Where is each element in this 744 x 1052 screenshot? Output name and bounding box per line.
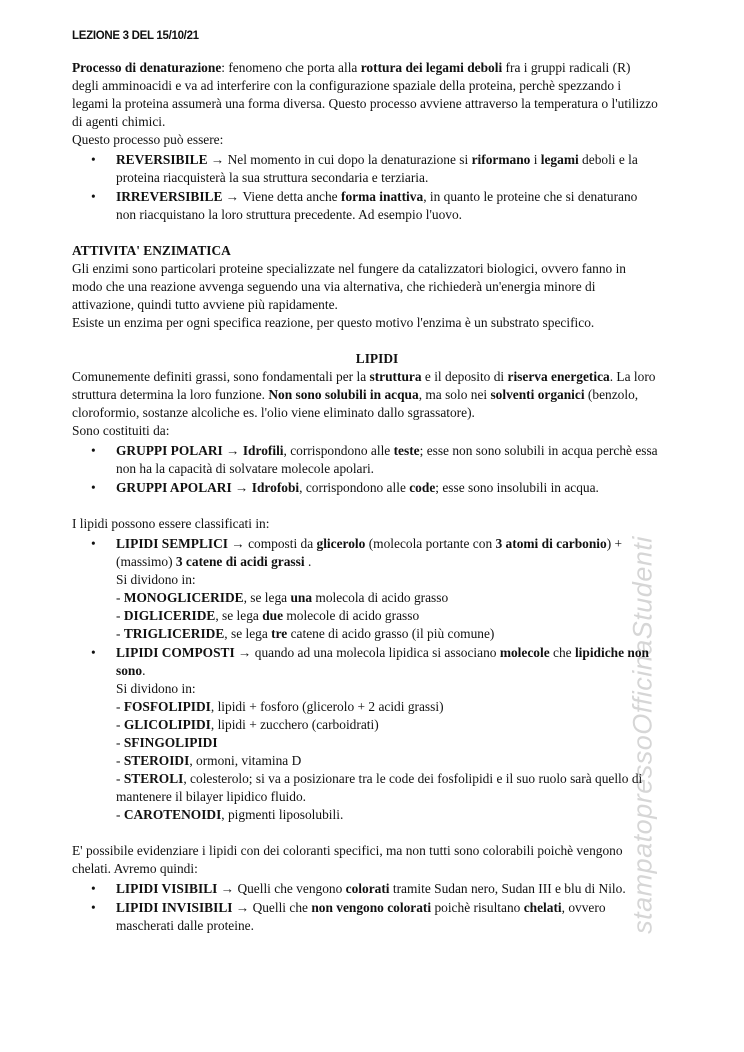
text: - (116, 717, 124, 732)
text-line (72, 752, 682, 770)
text: . La loro (609, 369, 656, 384)
text: legami la proteina assumerà una forma diversa. Questo processo avviene attraverso la temperatura o l'utilizzo (72, 96, 658, 111)
bullet-icon: • (91, 645, 96, 660)
text-line (72, 460, 682, 478)
text-line (72, 77, 682, 95)
text: di agenti chimici. (72, 114, 166, 129)
spacer (72, 224, 682, 242)
text-line (72, 296, 682, 314)
bullet-item (72, 442, 682, 460)
lesson-heading (72, 27, 682, 47)
text: , corrispondono alle (283, 442, 394, 458)
text-line (72, 169, 682, 187)
text: Questo processo può essere: (72, 132, 224, 147)
bullet-icon: • (91, 880, 96, 896)
text: - (116, 753, 124, 768)
text: Nel momento in cui dopo la denaturazione si (227, 151, 472, 167)
text: , ma solo nei (418, 387, 491, 402)
text-line (72, 698, 682, 716)
bold-text: FOSFOLIPIDI (123, 699, 211, 714)
bold-text: Processo di denaturazione (72, 60, 222, 75)
text: struttura determina la loro funzione. (72, 387, 269, 402)
text: - (116, 699, 124, 714)
text: cloroformio, sostanze alcoliche es. l'olio viene eliminato dallo sgrassatore). (72, 405, 475, 420)
spacer (72, 824, 682, 842)
text: , corrispondono alle (299, 480, 410, 495)
text-line (72, 553, 682, 571)
text-line (72, 734, 682, 752)
bold-text: solventi organici (490, 387, 585, 402)
spacer (72, 497, 682, 515)
text: fra i gruppi radicali (R) (502, 60, 631, 75)
text: - (116, 771, 124, 786)
text: Quelli che vengono (237, 880, 346, 896)
text: e il deposito di (421, 369, 508, 384)
text: , se lega (243, 589, 291, 605)
text-line (72, 607, 682, 625)
text-line (72, 842, 682, 860)
bold-text: Non sono solubili in acqua (268, 387, 419, 402)
text-line (72, 788, 682, 806)
bold-text: LIPIDI SEMPLICI → (116, 535, 249, 551)
bold-text: GRUPPI POLARI → Idrofili (116, 442, 284, 458)
text-line (72, 770, 682, 788)
text: ) + (606, 535, 623, 551)
bold-text: riserva energetica (507, 369, 610, 384)
text: . (304, 553, 312, 569)
text-line (72, 131, 682, 149)
bullet-icon: • (91, 151, 96, 167)
text: , lipidi + fosforo (glicerolo + 2 acidi grassi) (210, 699, 444, 714)
text: Esiste un enzima per ogni specifica reazione, per questo motivo l'enzima è un substrato specifico. (72, 315, 595, 330)
bold-text: glicerolo (316, 535, 366, 551)
text: , se lega (224, 625, 272, 641)
bold-text: colorati (345, 880, 390, 896)
bullet-item (72, 188, 682, 206)
text: quando ad una molecola lipidica si associano (254, 645, 500, 660)
bullet-icon: • (91, 442, 96, 458)
bold-text: tre (271, 625, 288, 641)
text: modo che una reazione avvenga seguendo una via alternativa, che richiederà un'energia minore di (72, 279, 596, 294)
text: (molecola portante con (365, 535, 496, 551)
text: I lipidi possono essere classificati in: (72, 516, 270, 531)
text: composti da (248, 535, 317, 551)
text: (benzolo, (584, 387, 639, 402)
bullet-item (72, 535, 682, 553)
text: ; esse sono insolubili in acqua. (435, 480, 599, 495)
text-line (72, 422, 682, 440)
text-line (72, 917, 682, 935)
bold-text: una (290, 589, 313, 605)
text-line (72, 113, 682, 131)
bold-text: ATTIVITA' ENZIMATICA (72, 243, 231, 258)
document-page (72, 27, 682, 935)
text: , lipidi + zucchero (carboidrati) (210, 717, 379, 732)
text-line (72, 386, 682, 404)
text: deboli e la (578, 151, 638, 167)
bullet-item (72, 644, 682, 662)
text-line (72, 515, 682, 533)
text-line (72, 680, 682, 698)
bullet-icon: • (91, 189, 96, 204)
bold-text: LIPIDI COMPOSTI → (116, 645, 255, 660)
text: , ormoni, vitamina D (189, 753, 302, 768)
bold-text: STEROLI (123, 771, 184, 786)
text: - (116, 807, 124, 822)
text: chelati. Avremo quindi: (72, 861, 198, 876)
bold-text: teste (393, 442, 420, 458)
text: Comunemente definiti grassi, sono fondamentali per la (72, 369, 370, 384)
text: E' possibile evidenziare i lipidi con dei coloranti specifici, ma non tutti sono colorabili poichè vengono (72, 843, 623, 858)
spacer (72, 332, 682, 350)
text: , pigmenti liposolubili. (221, 807, 344, 822)
bullet-icon: • (91, 480, 96, 495)
bold-text: LEZIONE 3 DEL 15/10/21 (72, 30, 199, 42)
text: Gli enzimi sono particolari proteine specializzate nel fungere da catalizzatori biologici, ovvero fanno in (72, 261, 626, 276)
text-line (72, 625, 682, 643)
bold-text: LIPIDI INVISIBILI → (116, 900, 253, 915)
bold-text: riformano (471, 151, 531, 167)
text: che (549, 645, 575, 660)
bold-text: lipidiche non (574, 645, 649, 660)
text: Quelli che (252, 900, 312, 915)
bold-text: rottura dei legami deboli (360, 60, 503, 75)
bullet-icon: • (91, 535, 96, 551)
text: mascherati dalle proteine. (116, 918, 254, 933)
text: - (116, 589, 124, 605)
text-line (72, 242, 682, 260)
text: , se lega (215, 607, 263, 623)
text: Viene detta anche (242, 189, 341, 204)
text: , ovvero (561, 900, 606, 915)
text: (massimo) (116, 553, 176, 569)
text-line (72, 95, 682, 113)
bullet-item (72, 899, 682, 917)
text: : fenomeno che porta alla (221, 60, 361, 75)
bold-text: SFINGOLIPIDI (123, 735, 218, 750)
bold-text: 3 catene di acidi grassi (175, 553, 305, 569)
text-line (72, 404, 682, 422)
text: Sono costituiti da: (72, 423, 170, 438)
bold-text: REVERSIBILE → (116, 151, 228, 167)
bold-text: IRREVERSIBILE → (116, 189, 243, 204)
text-line (72, 806, 682, 824)
text-line (72, 662, 682, 680)
bold-text: molecole (499, 645, 550, 660)
text-line (72, 571, 682, 589)
text: non riacquistano la loro struttura precedente. Ad esempio l'uovo. (116, 207, 463, 222)
text: Si dividono in: (116, 681, 196, 696)
text-line (72, 59, 682, 77)
text: tramite Sudan nero, Sudan III e blu di Nilo. (389, 880, 626, 896)
text: - (116, 625, 124, 641)
bullet-item (72, 479, 682, 497)
bold-text: struttura (369, 369, 422, 384)
text: catene di acido grasso (il più comune) (287, 625, 495, 641)
bold-text: sono (116, 663, 143, 678)
text: Si dividono in: (116, 571, 196, 587)
text-line (72, 716, 682, 734)
text: mantenere il bilayer lipidico fluido. (116, 789, 307, 804)
text: , colesterolo; si va a posizionare tra le code dei fosfolipidi e il suo ruolo sarà quello di (183, 771, 643, 786)
text: molecola di acido grasso (312, 589, 449, 605)
text: - (116, 735, 124, 750)
text-line (72, 368, 682, 386)
bold-text: CAROTENOIDI (123, 807, 222, 822)
text: molecole di acido grasso (283, 607, 420, 623)
text: , in quanto le proteine che si denaturano (423, 189, 638, 204)
text-line (72, 860, 682, 878)
text-line (72, 314, 682, 332)
bold-text: STEROIDI (123, 753, 190, 768)
bold-text: GRUPPI APOLARI → Idrofobi (116, 480, 300, 495)
bold-text: non vengono colorati (311, 900, 432, 915)
bold-text: LIPIDI VISIBILI → (116, 880, 238, 896)
bullet-item (72, 151, 682, 169)
text: attivazione, quindi tutto avviene più rapidamente. (72, 297, 338, 312)
text: proteina riacquisterà la sua struttura secondaria e terziaria. (116, 169, 429, 185)
bold-text: LIPIDI (355, 351, 399, 366)
text: poichè risultano (431, 900, 524, 915)
text-line (72, 206, 682, 224)
bold-text: DIGLICERIDE (123, 607, 216, 623)
text-line (72, 260, 682, 278)
bold-text: chelati (523, 900, 562, 915)
bold-text: code (409, 480, 436, 495)
text: . (142, 663, 146, 678)
bold-text: MONOGLICERIDE (123, 589, 244, 605)
bullet-icon: • (91, 900, 96, 915)
bold-text: TRIGLICERIDE (123, 625, 225, 641)
text-line (72, 350, 682, 368)
bold-text: GLICOLIPIDI (123, 717, 211, 732)
text: degli amminoacidi e va ad interferire con la configurazione spaziale della proteina, perchè spezzando i (72, 78, 622, 93)
text: - (116, 607, 124, 623)
bold-text: forma inattiva (340, 189, 424, 204)
text: i (530, 151, 541, 167)
text-line (72, 278, 682, 296)
watermark: stampatopressoOfficinaStudenti (627, 536, 658, 934)
bold-text: 3 atomi di carbonio (495, 535, 607, 551)
bold-text: due (262, 607, 284, 623)
bold-text: legami (540, 151, 579, 167)
text: ; esse non sono solubili in acqua perchè essa (419, 442, 658, 458)
bullet-item (72, 880, 682, 898)
text: non ha la capacità di solvatare molecole apolari. (116, 460, 375, 476)
text-line (72, 589, 682, 607)
